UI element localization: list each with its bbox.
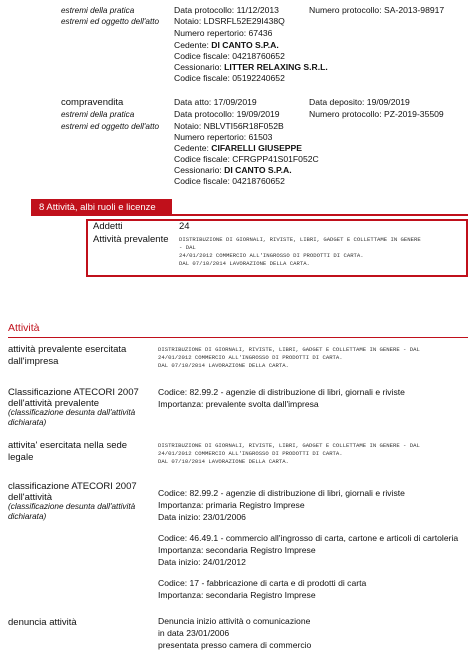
- ateco-code-3: Codice: 17 - fabbricazione di carta e di prodotti di carta: [158, 578, 367, 588]
- deed2-transferor-label: Cedente:: [174, 143, 209, 153]
- deed1-protocol-date: Data protocollo: 11/12/2013: [174, 5, 279, 15]
- activity-report-line-3: presentata presso camera di commercio: [158, 640, 312, 650]
- main-activity-line-1: DISTRIBUZIONE DI GIORNALI, RIVISTE, LIBRI, GADGET E COLLETTAME IN GENERE: [179, 236, 421, 243]
- ateco-prevalent-code: Codice: 82.99.2 - agenzie di distribuzione di libri, giornali e riviste: [158, 387, 405, 397]
- ateco-prevalent-label-1: Classificazione ATECORI 2007: [8, 387, 139, 398]
- ateco-prevalent-note-2: dichiarata): [8, 418, 47, 427]
- ateco-prevalent-label-2: dell'attività prevalente: [8, 398, 100, 409]
- ateco-activity-label-2: dell'attività: [8, 492, 53, 503]
- deed2-notary: Notaio: NBLVTI56R18F052B: [174, 121, 284, 131]
- deed2-practice-label: estremi della pratica: [61, 110, 135, 119]
- employees-value: 24: [179, 221, 190, 232]
- deed2-transferor: [174, 143, 302, 153]
- ateco-start-2: Data inizio: 24/01/2012: [158, 557, 246, 567]
- deed2-repertory: Numero repertorio: 61503: [174, 132, 273, 142]
- deed2-transferor-name: CIFARELLI GIUSEPPE: [211, 143, 303, 153]
- prevalent-activity-label-2: dall'impresa: [8, 356, 59, 367]
- main-activity-line-3: 24/01/2012 COMMERCIO ALL'INGROSSO DI PRODOTTI DI CARTA.: [179, 252, 364, 259]
- main-activity-line-2: - DAL: [179, 244, 196, 251]
- deed1-practice-label: estremi della pratica: [61, 6, 135, 15]
- ateco-activity-note-1: (classificazione desunta dall'attività: [8, 502, 136, 511]
- deed1-notary: Notaio: LDSRFL52E29I438Q: [174, 16, 285, 26]
- deed2-protocol-date: Data protocollo: 19/09/2019: [174, 109, 280, 119]
- ateco-code-1: Codice: 82.99.2 - agenzie di distribuzione di libri, giornali e riviste: [158, 488, 405, 498]
- deed1-transferee-name: LITTER RELAXING S.R.L.: [224, 62, 328, 72]
- deed2-transferor-tax: Codice fiscale: CFRGPP41S01F052C: [174, 154, 319, 164]
- deed1-deed-label: estremi ed oggetto dell'atto: [61, 17, 160, 26]
- ateco-prevalent-importance: Importanza: prevalente svolta dall'impresa: [158, 399, 319, 409]
- activity-report-line-2: in data 23/01/2006: [158, 628, 230, 638]
- deed1-transferee: [174, 62, 328, 72]
- ateco-activity-note-2: dichiarata): [8, 512, 47, 521]
- ateco-importance-1: Importanza: primaria Registro Imprese: [158, 500, 305, 510]
- ateco-importance-3: Importanza: secondaria Registro Imprese: [158, 590, 316, 600]
- deed2-transferee-name: DI CANTO S.P.A.: [224, 165, 292, 175]
- seat-activity-line-3: DAL 07/10/2014 LAVORAZIONE DELLA CARTA.: [158, 458, 289, 465]
- deed2-deed-date: Data atto: 17/09/2019: [174, 97, 257, 107]
- ateco-prevalent-note-1: (classificazione desunta dall'attività: [8, 408, 136, 417]
- deed2-type: compravendita: [61, 97, 124, 108]
- deed1-repertory: Numero repertorio: 67436: [174, 28, 273, 38]
- deed2-deed-label: estremi ed oggetto dell'atto: [61, 122, 160, 131]
- deed1-transferor-tax: Codice fiscale: 04218760652: [174, 51, 285, 61]
- ateco-activity-label-1: classificazione ATECORI 2007: [8, 481, 137, 492]
- deed1-transferor-label: Cedente:: [174, 40, 209, 50]
- ateco-start-1: Data inizio: 23/01/2006: [158, 512, 246, 522]
- main-activity-label: Attività prevalente: [93, 234, 169, 245]
- employees-label: Addetti: [93, 221, 123, 232]
- prevalent-activity-line-3: DAL 07/10/2014 LAVORAZIONE DELLA CARTA.: [158, 362, 289, 369]
- deed2-transferee-label: Cessionario:: [174, 165, 222, 175]
- deed2-filing-date: Data deposito: 19/09/2019: [309, 97, 410, 107]
- prevalent-activity-line-2: 24/01/2012 COMMERCIO ALL'INGROSSO DI PRODOTTI DI CARTA.: [158, 354, 343, 361]
- activity-report-label: denuncia attività: [8, 617, 77, 628]
- deed1-transferee-tax: Codice fiscale: 05192240652: [174, 73, 285, 83]
- seat-activity-line-2: 24/01/2012 COMMERCIO ALL'INGROSSO DI PRODOTTI DI CARTA.: [158, 450, 343, 457]
- deed2-transferee: [174, 165, 292, 175]
- deed1-transferor-name: DI CANTO S.P.A.: [211, 40, 279, 50]
- main-activity-line-4: DAL 07/10/2014 LAVORAZIONE DELLA CARTA.: [179, 260, 310, 267]
- ateco-code-2: Codice: 46.49.1 - commercio all'ingrosso di carta, cartone e articoli di cartoleria: [158, 533, 459, 543]
- seat-activity-label-1: attivita' esercitata nella sede: [8, 440, 128, 451]
- deed1-transferor: [174, 40, 279, 50]
- activity-section-rule: [8, 337, 468, 338]
- deed1-transferee-label: Cessionario:: [174, 62, 222, 72]
- section8-header[interactable]: 8 Attività, albi ruoli e licenze: [31, 199, 172, 216]
- activity-section-title: Attività: [8, 322, 40, 334]
- deed1-protocol-number: Numero protocollo: SA-2013-98917: [309, 5, 445, 15]
- activity-report-line-1: Denuncia inizio attività o comunicazione: [158, 616, 311, 626]
- deed2-transferee-tax: Codice fiscale: 04218760652: [174, 176, 285, 186]
- section8-summary-box: [86, 219, 468, 277]
- prevalent-activity-line-1: DISTRIBUZIONE DI GIORNALI, RIVISTE, LIBRI, GADGET E COLLETTAME IN GENERE - DAL: [158, 346, 420, 353]
- prevalent-activity-label-1: attività prevalente esercitata: [8, 344, 127, 355]
- seat-activity-line-1: DISTRIBUZIONE DI GIORNALI, RIVISTE, LIBRI, GADGET E COLLETTAME IN GENERE - DAL: [158, 442, 420, 449]
- seat-activity-label-2: legale: [8, 452, 34, 463]
- deed2-protocol-number: Numero protocollo: PZ-2019-35509: [309, 109, 444, 119]
- ateco-importance-2: Importanza: secondaria Registro Imprese: [158, 545, 316, 555]
